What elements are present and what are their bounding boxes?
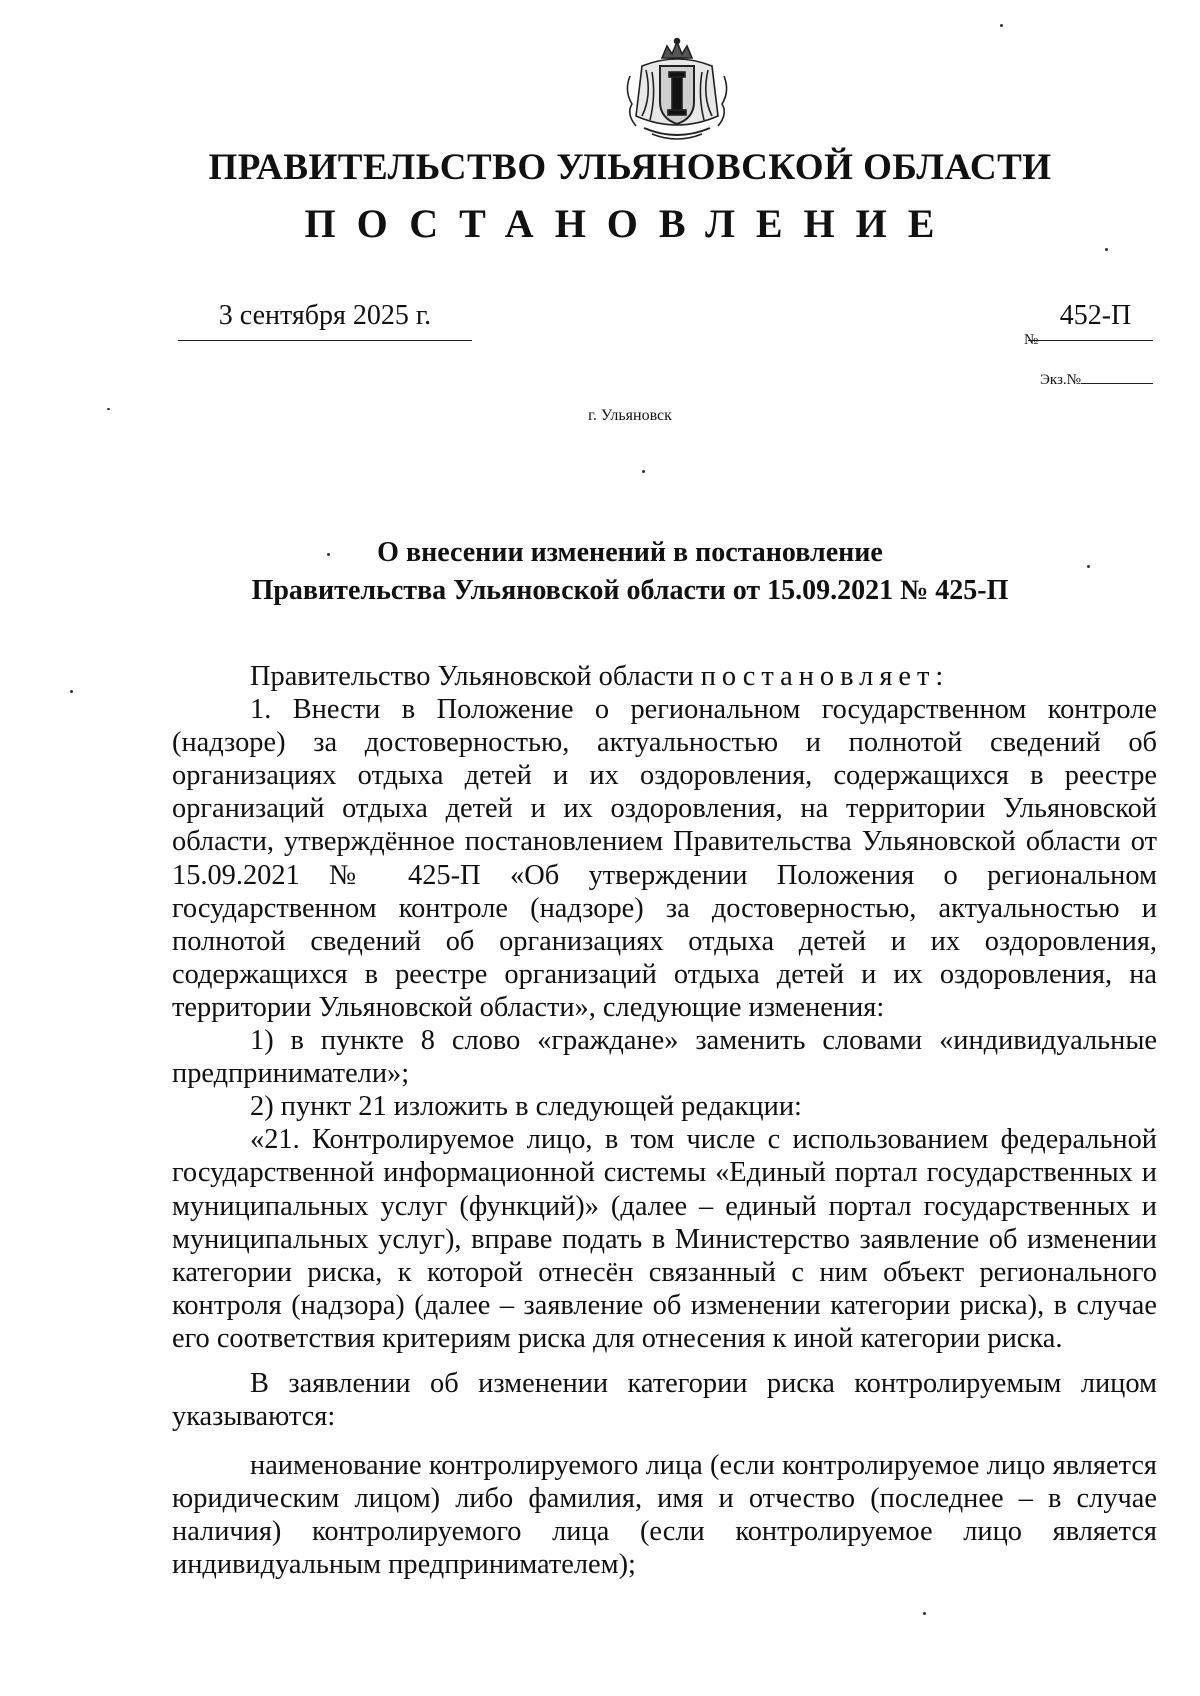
paragraph-3: 2) пункт 21 изложить в следующей редакции: <box>250 1091 802 1123</box>
document-number: 452-П <box>1059 300 1132 331</box>
number-field <box>1028 300 1153 341</box>
document-date: 3 сентября 2025 г. <box>218 300 432 331</box>
paragraph-5: В заявлении об изменении категории риска контролируемым лицом указываются: <box>172 1367 1157 1433</box>
title-line-1: О внесении изменений в постановление <box>377 537 883 568</box>
scan-speck <box>70 690 73 693</box>
copy-number-field <box>1040 372 1153 389</box>
document-title <box>0 534 1200 610</box>
paragraph-1: 1. Внести в Положение о региональном государственном контроле (надзоре) за достоверностью, актуальностью и полнотой сведений об организациях отдыха детей и их оздоровления, содержащихся в реестре организаций отдыха детей и их оздоровления, на территории Ульяновской области, утверждённое постановлением Правительства Ульяновской области от 15.09.2021 № 425-П «Об утверждении Положения о региональном государственном контроле (надзоре) за достоверностью, актуальностью и полнотой сведений об организациях отдыха детей и их оздоровления, содержащихся в реестре организаций отдыха детей и их оздоровления, на территории Ульяновской области», следующие изменения: <box>172 694 1157 1023</box>
scan-speck <box>1087 565 1090 568</box>
scan-speck <box>923 1612 926 1615</box>
copy-label: Экз.№ <box>1040 372 1081 388</box>
scan-speck <box>107 408 110 410</box>
document-body <box>172 660 1157 1582</box>
number-sign: № <box>1024 332 1039 348</box>
scan-speck <box>327 553 330 556</box>
document-type-heading: ПОСТАНОВЛЕНИЕ <box>304 201 956 246</box>
copy-underline <box>1081 383 1153 384</box>
date-field <box>178 300 472 341</box>
city: г. Ульяновск <box>588 407 672 424</box>
date-underline <box>178 340 472 341</box>
government-heading: ПРАВИТЕЛЬСТВО УЛЬЯНОВСКОЙ ОБЛАСТИ <box>208 147 1052 188</box>
intro-text: Правительство Ульяновской области <box>250 661 694 692</box>
number-underline <box>1028 340 1153 341</box>
paragraph-6: наименование контролируемого лица (если контролируемое лицо является юридическим лицом) либо фамилия, имя и отчество (последнее – в случае наличия) контролируемого лица (если контролируемое лицо является индивидуальным предпринимателем); <box>172 1450 1157 1581</box>
paragraph-2: 1) в пункте 8 слово «граждане» заменить словами «индивидуальные предприниматели»; <box>172 1025 1157 1090</box>
scan-speck <box>1000 24 1003 27</box>
scan-speck <box>642 470 645 473</box>
scan-speck <box>1105 248 1108 251</box>
coat-of-arms-icon <box>622 36 732 144</box>
title-line-2: Правительства Ульяновской области от 15.09.2021 № 425-П <box>251 575 1009 606</box>
intro-spaced-verb: постановляет: <box>700 661 950 692</box>
paragraph-4: «21. Контролируемое лицо, в том числе с использованием федеральной государственной информационной системы «Единый портал государственных и муниципальных услуг (функций)» (далее – единый портал государственных и муниципальных услуг), вправе подать в Министерство заявление об изменении категории риска, к которой отнесён связанный с ним объект регионального контроля (надзора) (далее – заявление об изменении категории риска), в случае его соответствия критериям риска для отнесения к иной категории риска. <box>172 1124 1157 1354</box>
intro-paragraph <box>172 660 1157 693</box>
